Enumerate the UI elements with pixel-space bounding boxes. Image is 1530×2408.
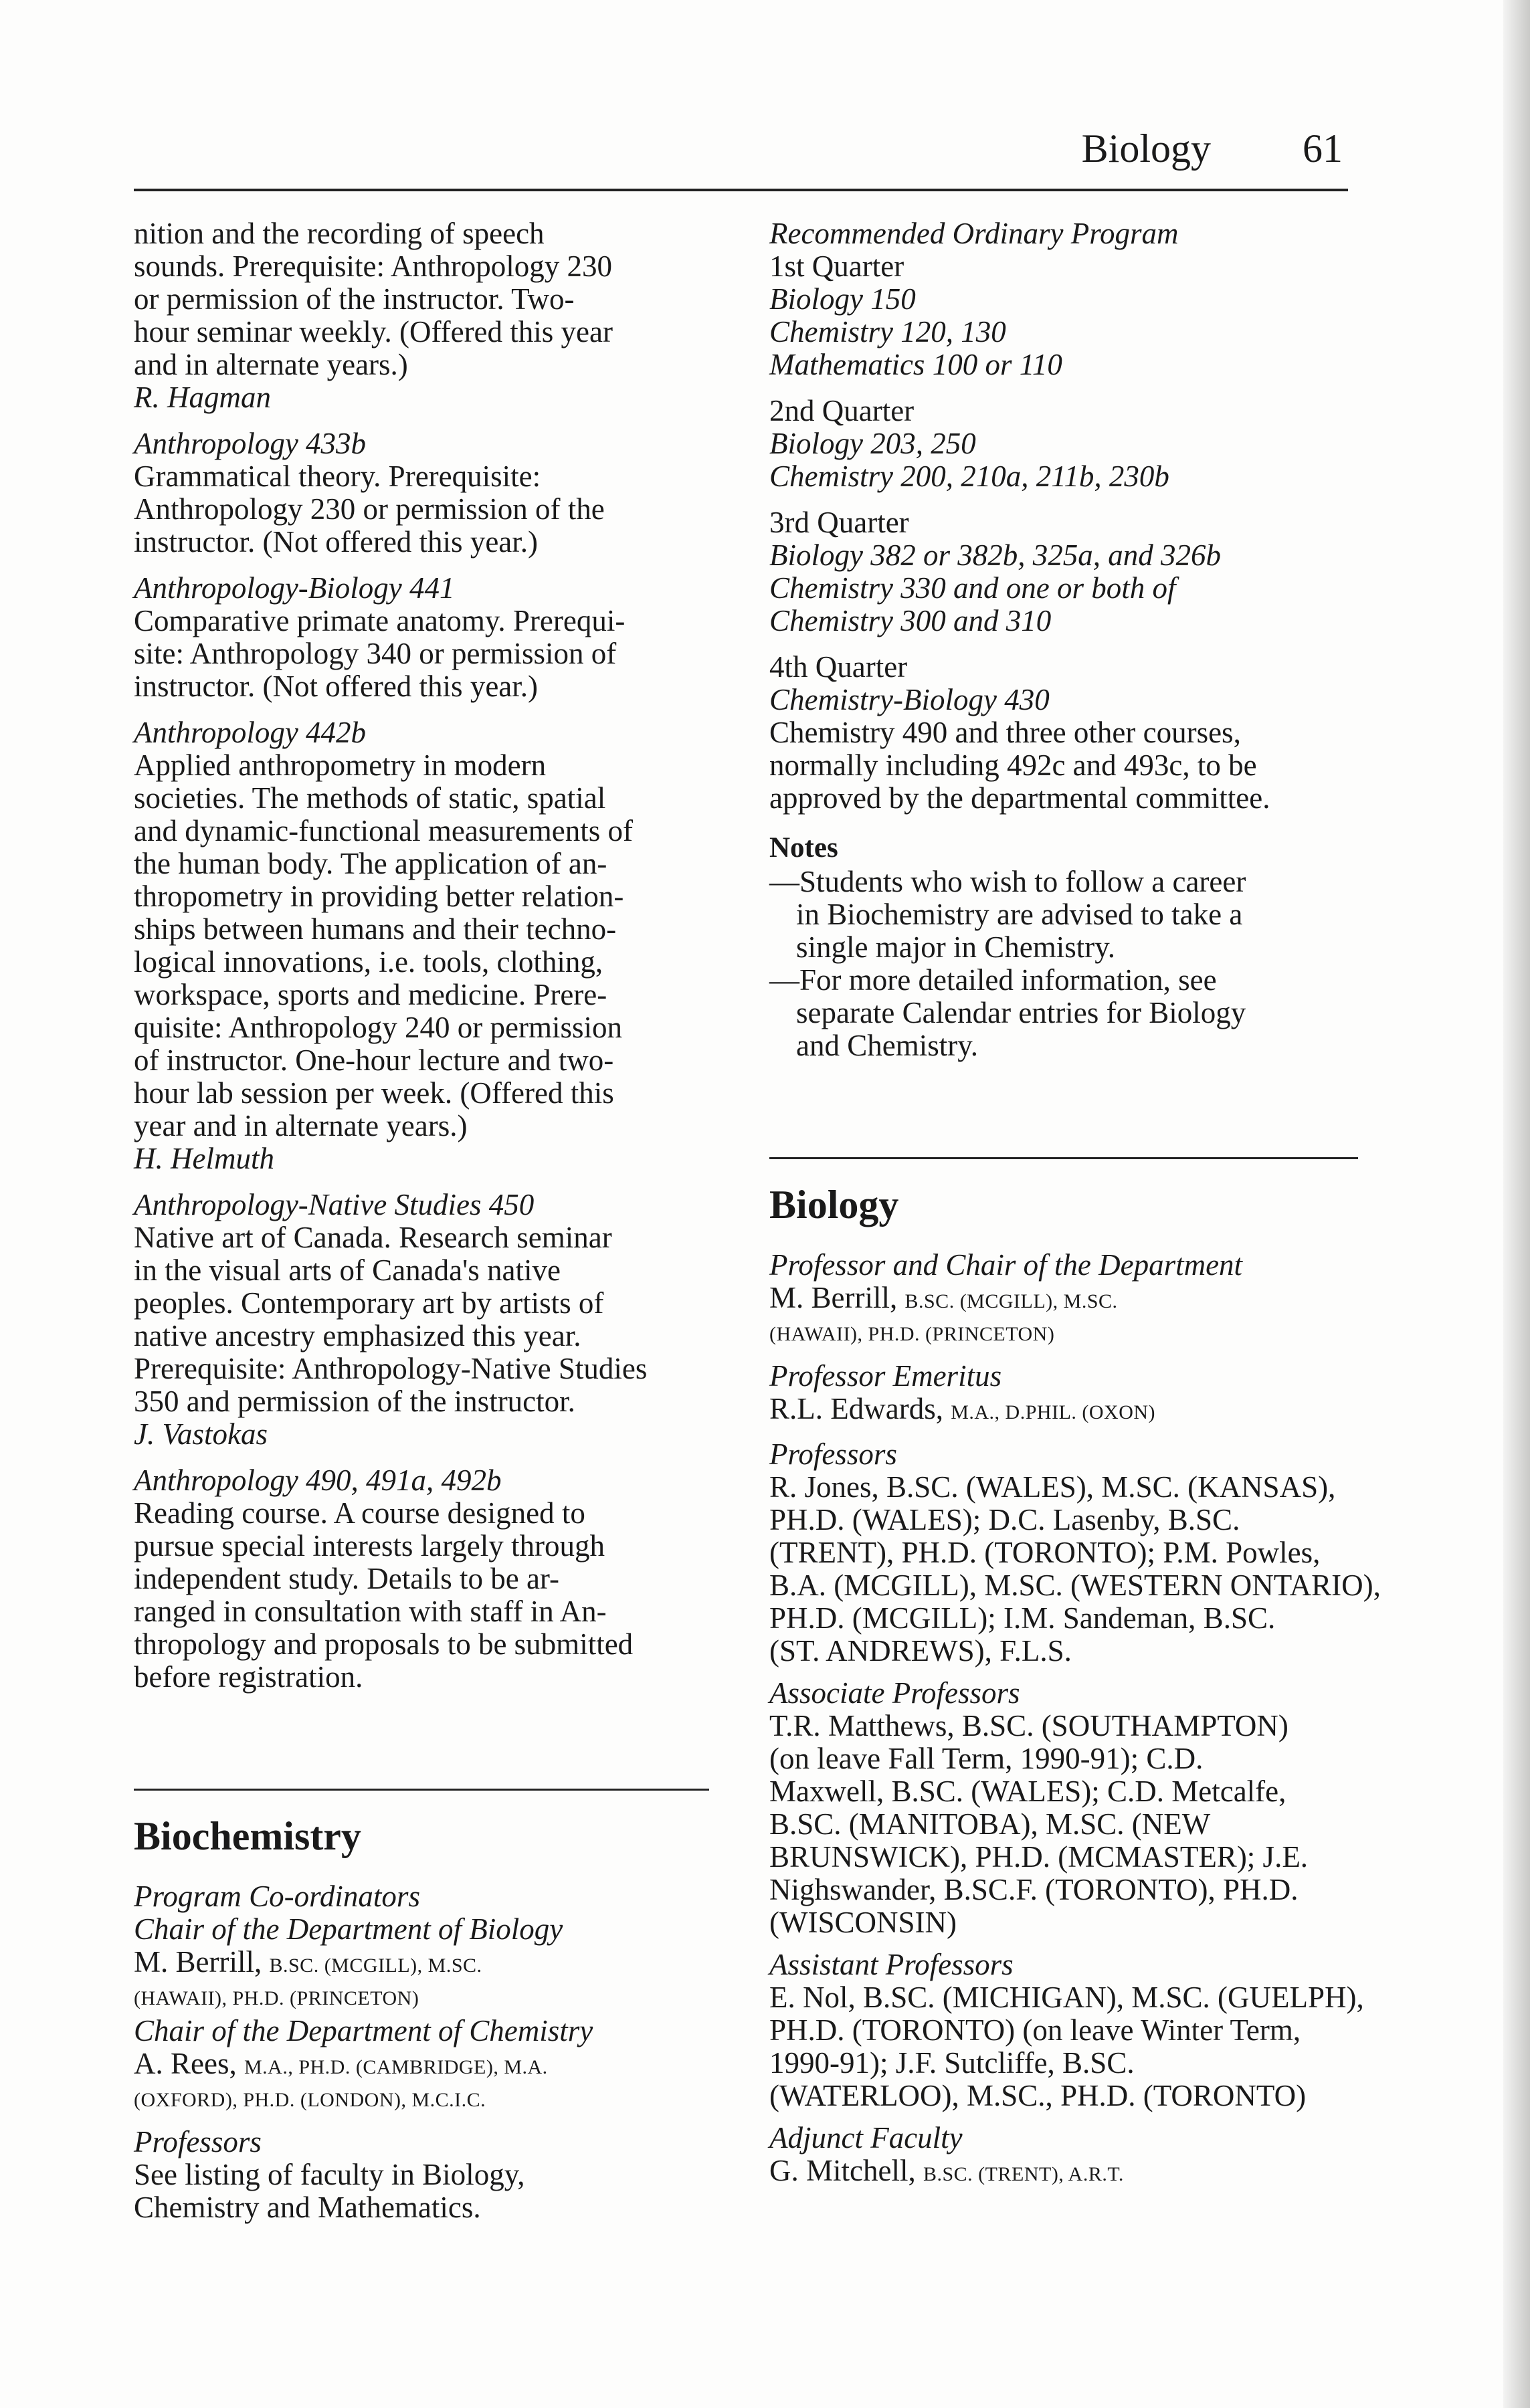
faculty-text-line: Chemistry and Mathematics. — [134, 2191, 481, 2224]
course-text-line: Reading course. A course designed to — [134, 1496, 585, 1530]
faculty-text-line: T.R. Matthews, B.SC. (SOUTHAMPTON) — [769, 1709, 1288, 1742]
course-text-line: and in alternate years.) — [134, 348, 408, 381]
running-header — [134, 120, 1348, 187]
faculty-credentials: B.SC. (TRENT), A.R.T. — [923, 2163, 1124, 2185]
faculty-text-line: (WISCONSIN) — [769, 1906, 957, 1939]
header-section-title: Biology — [1081, 126, 1211, 171]
faculty-name: M. Berrill, — [769, 1281, 898, 1314]
faculty-role-label: Program Co-ordinators — [134, 1880, 420, 1913]
faculty-name: A. Rees, — [134, 2047, 237, 2080]
section-rule — [134, 1789, 709, 1791]
course-title: Anthropology-Biology 441 — [134, 571, 455, 605]
quarter-course-line: Biology 203, 250 — [769, 427, 976, 460]
quarter-course-line: approved by the departmental committee. — [769, 781, 1270, 815]
faculty-role-label: Chair of the Department of Biology — [134, 1912, 563, 1946]
course-entry — [134, 1189, 709, 1451]
course-instructor: R. Hagman — [134, 381, 271, 414]
note-line: single major in Chemistry. — [796, 930, 1116, 964]
recommended-program — [769, 217, 1358, 815]
continued-course-entry — [134, 217, 709, 414]
quarter-course-line: Chemistry 490 and three other courses, — [769, 716, 1241, 749]
note-line: and Chemistry. — [796, 1029, 979, 1062]
course-text-line: thropometry in providing better relation- — [134, 880, 624, 913]
quarter-course-line: Chemistry-Biology 430 — [769, 683, 1050, 716]
section-heading-biochemistry: Biochemistry — [134, 1814, 361, 1858]
course-text-line: before registration. — [134, 1660, 363, 1694]
faculty-role-label: Adjunct Faculty — [769, 2121, 963, 2154]
course-text-line: logical innovations, i.e. tools, clothing, — [134, 945, 603, 979]
faculty-credentials: M.A., D.PHIL. (OXON) — [951, 1401, 1156, 1423]
quarter-course-line: Biology 150 — [769, 282, 916, 316]
course-text-line: thropology and proposals to be submitted — [134, 1627, 634, 1661]
quarter-label: 2nd Quarter — [769, 394, 915, 427]
quarter-course-line: Biology 382 or 382b, 325a, and 326b — [769, 538, 1221, 572]
course-text-line: quisite: Anthropology 240 or permission — [134, 1011, 622, 1044]
course-text-line: peoples. Contemporary art by artists of — [134, 1286, 604, 1320]
faculty-text-line: R. Jones, B.SC. (WALES), M.SC. (KANSAS), — [769, 1470, 1336, 1504]
left-column — [134, 217, 709, 2224]
faculty-text-line: (on leave Fall Term, 1990-91); C.D. — [769, 1742, 1204, 1775]
quarter-course-line: Chemistry 330 and one or both of — [769, 571, 1176, 605]
quarter-label: 3rd Quarter — [769, 506, 909, 539]
course-text-line: ranged in consultation with staff in An- — [134, 1595, 607, 1628]
course-text-line: or permission of the instructor. Two- — [134, 282, 575, 316]
course-entry — [134, 427, 709, 559]
course-title: Anthropology 433b — [134, 427, 367, 460]
course-text-line: nition and the recording of speech — [134, 217, 545, 250]
note-line: —Students who wish to follow a career — [769, 865, 1246, 898]
course-text-line: hour lab session per week. (Offered this — [134, 1076, 614, 1110]
faculty-text-line: B.SC. (MANITOBA), M.SC. (NEW — [769, 1807, 1211, 1841]
quarter-course-line: Chemistry 200, 210a, 211b, 230b — [769, 460, 1169, 493]
course-text-line: Anthropology 230 or permission of the — [134, 492, 605, 526]
biology-faculty — [769, 1248, 1381, 2191]
note-line: —For more detailed information, see — [769, 963, 1217, 997]
course-text-line: pursue special interests largely through — [134, 1529, 605, 1563]
quarter-course-line: normally including 492c and 493c, to be — [769, 748, 1257, 782]
course-text-line: societies. The methods of static, spatial — [134, 781, 606, 815]
quarter-label: 1st Quarter — [769, 249, 904, 283]
course-text-line: independent study. Details to be ar- — [134, 1562, 559, 1595]
course-text-line: sounds. Prerequisite: Anthropology 230 — [134, 249, 612, 283]
course-text-line: workspace, sports and medicine. Prere- — [134, 978, 607, 1011]
course-title: Anthropology 442b — [134, 716, 367, 749]
faculty-text-line: PH.D. (MCGILL); I.M. Sandeman, B.SC. — [769, 1601, 1276, 1635]
faculty-name: R.L. Edwards, — [769, 1392, 943, 1425]
faculty-credentials: B.SC. (MCGILL), M.SC. — [269, 1954, 482, 1977]
section-heading-biology: Biology — [769, 1183, 899, 1227]
course-text-line: Comparative primate anatomy. Prerequi- — [134, 604, 626, 637]
faculty-text-line: Maxwell, B.SC. (WALES); C.D. Metcalfe, — [769, 1775, 1286, 1808]
faculty-text-line: BRUNSWICK), PH.D. (MCMASTER); J.E. — [769, 1840, 1309, 1874]
notes-heading: Notes — [769, 832, 838, 864]
faculty-text-line: (WATERLOO), M.SC., PH.D. (TORONTO) — [769, 2079, 1307, 2112]
course-text-line: in the visual arts of Canada's native — [134, 1253, 561, 1287]
course-entry — [134, 716, 709, 1175]
faculty-credentials: (OXFORD), PH.D. (LONDON), M.C.I.C. — [134, 2089, 486, 2111]
course-text-line: instructor. (Not offered this year.) — [134, 525, 539, 559]
faculty-role-label: Professor and Chair of the Department — [769, 1248, 1243, 1282]
faculty-role-label: Professors — [134, 2125, 262, 2159]
faculty-text-line: E. Nol, B.SC. (MICHIGAN), M.SC. (GUELPH), — [769, 1981, 1364, 2014]
course-text-line: native ancestry emphasized this year. — [134, 1319, 581, 1352]
course-title: Anthropology-Native Studies 450 — [134, 1188, 535, 1221]
course-text-line: Grammatical theory. Prerequisite: — [134, 460, 541, 493]
biochemistry-faculty — [134, 1880, 709, 2224]
course-text-line: the human body. The application of an- — [134, 847, 607, 880]
faculty-role-label: Chair of the Department of Chemistry — [134, 2014, 593, 2047]
faculty-role-label: Associate Professors — [769, 1676, 1020, 1710]
quarter-course-line: Chemistry 300 and 310 — [769, 604, 1052, 637]
faculty-text-line: 1990-91); J.F. Sutcliffe, B.SC. — [769, 2046, 1135, 2080]
faculty-role-label: Professor Emeritus — [769, 1359, 1002, 1393]
faculty-text-line: (TRENT), PH.D. (TORONTO); P.M. Powles, — [769, 1536, 1321, 1569]
course-entry — [134, 572, 709, 703]
faculty-text-line: See listing of faculty in Biology, — [134, 2158, 525, 2191]
faculty-text-line: PH.D. (WALES); D.C. Lasenby, B.SC. — [769, 1503, 1240, 1536]
course-text-line: Native art of Canada. Research seminar — [134, 1221, 612, 1254]
faculty-credentials: (HAWAII), PH.D. (PRINCETON) — [134, 1987, 419, 2009]
note-line: separate Calendar entries for Biology — [796, 996, 1246, 1029]
section-rule — [769, 1157, 1358, 1159]
course-text-line: year and in alternate years.) — [134, 1109, 468, 1142]
faculty-role-label: Assistant Professors — [769, 1948, 1014, 1981]
course-text-line: Applied anthropometry in modern — [134, 748, 547, 782]
quarter-course-line: Chemistry 120, 130 — [769, 315, 1006, 348]
header-rule — [134, 189, 1348, 191]
faculty-name: G. Mitchell, — [769, 2154, 916, 2187]
course-text-line: of instructor. One-hour lecture and two- — [134, 1043, 614, 1077]
right-column — [769, 217, 1381, 2191]
course-instructor: H. Helmuth — [134, 1142, 274, 1175]
quarter-course-line: Mathematics 100 or 110 — [769, 348, 1062, 381]
faculty-text-line: B.A. (MCGILL), M.SC. (WESTERN ONTARIO), — [769, 1569, 1381, 1602]
page-number: 61 — [1303, 126, 1343, 171]
faculty-name: M. Berrill, — [134, 1945, 262, 1979]
course-text-line: instructor. (Not offered this year.) — [134, 670, 539, 703]
notes-block — [769, 831, 1358, 1062]
course-text-line: Prerequisite: Anthropology-Native Studies — [134, 1352, 648, 1385]
page-edge-shadow — [1503, 0, 1530, 2408]
faculty-credentials: (HAWAII), PH.D. (PRINCETON) — [769, 1323, 1055, 1345]
faculty-role-label: Professors — [769, 1437, 897, 1471]
course-title: Anthropology 490, 491a, 492b — [134, 1464, 502, 1497]
course-text-line: hour seminar weekly. (Offered this year — [134, 315, 613, 348]
note-line: in Biochemistry are advised to take a — [796, 898, 1243, 931]
faculty-credentials: M.A., PH.D. (CAMBRIDGE), M.A. — [244, 2056, 548, 2078]
course-instructor: J. Vastokas — [134, 1417, 268, 1451]
faculty-text-line: (ST. ANDREWS), F.L.S. — [769, 1634, 1072, 1668]
faculty-text-line: Nighswander, B.SC.F. (TORONTO), PH.D. — [769, 1873, 1299, 1906]
course-text-line: site: Anthropology 340 or permission of — [134, 637, 617, 670]
course-text-line: and dynamic-functional measurements of — [134, 814, 633, 847]
faculty-credentials: B.SC. (MCGILL), M.SC. — [904, 1290, 1118, 1312]
course-text-line: 350 and permission of the instructor. — [134, 1385, 575, 1418]
course-entry — [134, 1464, 709, 1694]
quarter-label: 4th Quarter — [769, 650, 908, 684]
faculty-text-line: PH.D. (TORONTO) (on leave Winter Term, — [769, 2013, 1301, 2047]
program-title: Recommended Ordinary Program — [769, 217, 1179, 250]
course-text-line: ships between humans and their techno- — [134, 912, 617, 946]
